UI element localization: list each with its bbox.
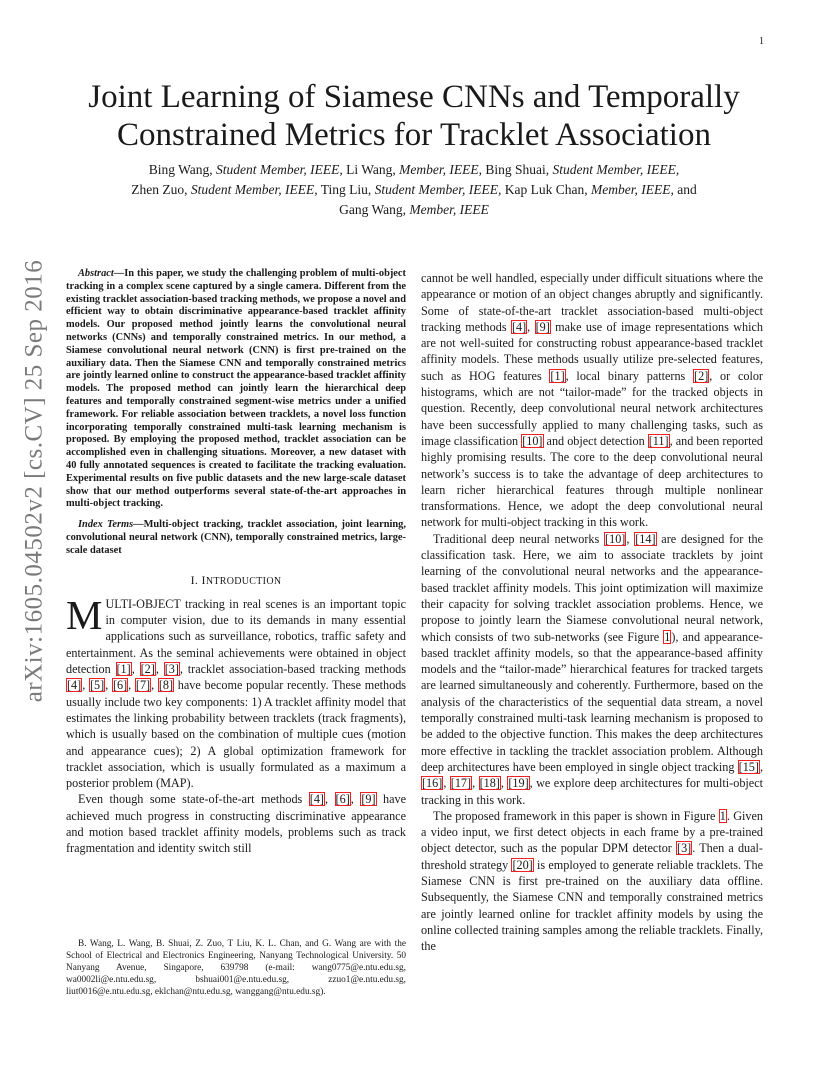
text-run: Even though some state-of-the-art methods [78, 792, 309, 807]
intro-paragraph-2 [66, 791, 406, 856]
text-run: ULTI-OBJECT tracking in real scenes is an important topic in computer vision, due to its demands in many essential applications such as surveillance, robotics, traffic safety and entertainment. As the seminal achievements were obtained in object detection [66, 596, 406, 677]
arxiv-stamp [20, 259, 48, 703]
text-run: have achieved much progress in constructing discriminative appearance and motion based tracklet affinity models, problems such as track fragmentation and identity switch still [66, 792, 407, 856]
author-name: Gang Wang, [339, 202, 407, 217]
right-column [421, 270, 763, 954]
author-list [60, 160, 768, 220]
citation-link[interactable]: [9] [361, 792, 376, 807]
author-role: Member, IEEE [409, 202, 489, 217]
figure-link[interactable]: 1 [719, 808, 726, 823]
section-title-rest: NTRODUCTION [205, 575, 282, 587]
section-numeral: I. [190, 572, 199, 587]
index-terms-dash: — [133, 519, 144, 531]
page-number: 1 [759, 36, 764, 47]
text-run: is employed to generate reliable tracklets. The Siamese CNN is first pre-trained on the auxiliary data offline. Subsequently, the Siamese CNN and temporally constrained metrics are jointly learned online for tracklet affinity models by using the online collected training samples among the reliable tracklets. Finally, the [421, 857, 763, 954]
citation-link[interactable]: [7] [135, 678, 151, 693]
text-run: are designed for the classification task. Here, we aim to associate tracklets by joint learning of the convolutional neural networks and the appearance-based tracklet affinity models. This joint optimization will maximize their capacity for solving tracklet association problems. Hence, we propose to jointly learn the Siamese convolutional neural network, which consists of two sub-networks (see Figure [421, 531, 763, 644]
citation-link[interactable]: [15] [738, 759, 759, 774]
citation-link[interactable]: [6] [112, 678, 128, 693]
text-run: , tracklet association-based tracking methods [179, 662, 406, 677]
citation-link[interactable]: [10] [605, 531, 626, 546]
author-name: Bing Shuai, [485, 162, 550, 177]
text-run: , [759, 759, 763, 774]
abstract-text: In this paper, we study the challenging problem of multi-object tracking in a complex scene captured by a single camera. Different from the existing tracklet association-based tracking methods, we propose a novel and efficient way to obtain discriminative appearance-based tracklet affinity models. Our proposed method jointly learns the convolutional neural networks (CNNs) and temporally constrained metrics. In our method, a Siamese convolutional neural network (CNN) is first pre-trained on the auxiliary data. Then the Siamese CNN and temporally constrained metrics are jointly learned online to construct the appearance-based tracklet affinity models. The proposed method can jointly learn the hierarchical deep features and temporally constrained segment-wise metrics under a unified framework. For reliable association between tracklets, a novel loss function incorporating temporally constrained multi-task learning mechanism is proposed. By employing the proposed method, tracklet association can be accomplished even in challenging situations. Moreover, a new dataset with 40 fully annotated sequences is created to facilitate the tracking evaluation. Experimental results on five public datasets and the new large-scale dataset show that our method outperforms several state-of-the-art approaches in multi-object tracking. [66, 268, 406, 510]
citation-link[interactable]: [17] [450, 776, 472, 791]
right-paragraph-1 [421, 270, 763, 531]
citation-link[interactable]: [19] [508, 776, 529, 791]
citation-link[interactable]: [14] [635, 531, 656, 546]
left-column [66, 268, 406, 857]
index-terms [66, 519, 406, 557]
author-name: Li Wang, [346, 162, 396, 177]
citation-link[interactable]: [4] [67, 678, 82, 693]
author-role: Student Member, IEEE, [216, 162, 343, 177]
index-terms-text: Multi-object tracking, tracklet association, joint learning, convolutional neural network (CNN), temporally constrained metrics, large-scale dataset [66, 519, 406, 556]
author-role: Student Member, IEEE, [190, 182, 318, 197]
text-run: cannot be well handled, especially under difficult situations where the appearance or motion of an object changes abruptly and significantly. Some of state-of-the-art tracklet association-based multi-object tracking methods [421, 271, 763, 334]
text-run: , [500, 776, 508, 791]
drop-cap: M [66, 591, 103, 638]
text-run: , [350, 792, 361, 807]
author-role: Student Member, IEEE, [374, 182, 502, 197]
abstract-label: Abstract [78, 268, 114, 279]
author-role: Student Member, IEEE, [552, 162, 680, 177]
right-paragraph-2 [421, 531, 763, 808]
text-run: Traditional deep neural networks [433, 531, 605, 546]
index-terms-label: Index Terms [78, 519, 134, 531]
figure-link[interactable]: 1 [664, 629, 671, 644]
text-run: , [155, 662, 164, 677]
author-name: Zhen Zuo, [131, 182, 188, 197]
citation-link[interactable]: [16] [422, 776, 443, 791]
text-run: , [472, 776, 479, 791]
intro-paragraph-1 [66, 591, 407, 792]
text-run: . Given a video input, we first detect objects in each frame by a pre-trained object detector, such as the popular DPM detector [421, 808, 763, 856]
text-run: , [626, 531, 635, 546]
title-line-1: Joint Learning of Siamese CNNs and Temporally [88, 79, 740, 115]
citation-link[interactable]: [2] [140, 662, 155, 677]
title-line-2: Constrained Metrics for Tracklet Association [117, 117, 711, 153]
text-run: , we explore deep architectures for multi-object tracking in this work. [421, 776, 764, 807]
text-run: , [151, 678, 158, 693]
text-run: , [82, 678, 89, 693]
citation-link[interactable]: [11] [648, 433, 669, 448]
section-title-initial: I [201, 572, 206, 587]
text-run: , and been reported highly promising results. The core to the deep convolutional neural network’s success is to take the advantage of deep architectures to learn richer hierarchical features through multiple nonlinear transformations. Hence, we adopt the deep convolutional neural network for multi-object tracking in this work. [421, 433, 763, 530]
citation-link[interactable]: [4] [309, 792, 324, 807]
text-run: , [128, 678, 135, 693]
text-run: ), and appearance-based tracklet affinity models, so that the appearance-based affinity models and the “tailor-made” hierarchical features for tracked targets are learned simultaneously and coherently. Furthermore, based on the analysis of the characteristics of the sequential data stream, a novel temporally constrained multi-task learning mechanism is proposed to be added to the objective function. This makes the deep architectures more effective in tackling the tracklet association problem. Although deep architectures have been employed in single object tracking [421, 629, 763, 774]
arxiv-identifier: arXiv:1605.04502v2 [cs.CV] 25 Sep 2016 [20, 259, 48, 703]
citation-link[interactable]: [2] [694, 368, 709, 383]
text-run: , [443, 776, 450, 791]
text-run: , [325, 792, 335, 807]
right-paragraph-3 [421, 808, 763, 955]
author-affiliation-footnote: B. Wang, L. Wang, B. Shuai, Z. Zuo, T Liu, K. L. Chan, and G. Wang are with the School of Electrical and Electronics Engineering, Nanyang Technological University. 50 Nanyang Avenue, Singapore, 639798 (e-mail: wang0775@e.ntu.edu.sg, wa0002li@e.ntu.edu.sg, bshuai001@e.ntu.edu.sg, zzuo1@e.ntu.edu.sg, liut0016@e.ntu.edu.sg, eklchan@ntu.edu.sg, wanggang@ntu.edu.sg). [66, 939, 406, 997]
section-heading-introduction [66, 572, 406, 590]
text-run: and object detection [543, 433, 648, 448]
author-name: Bing Wang, [148, 162, 213, 177]
citation-link[interactable]: [18] [479, 776, 500, 791]
citation-link[interactable]: [8] [158, 678, 174, 693]
citation-link[interactable]: [3] [164, 662, 179, 677]
author-conjunction: and [677, 182, 697, 197]
text-run: , [105, 678, 112, 693]
text-run: , [131, 662, 140, 677]
citation-link[interactable]: [3] [677, 841, 692, 856]
text-run: . Then a dual-threshold strategy [421, 841, 763, 872]
citation-link[interactable]: [5] [89, 678, 105, 693]
author-name: Ting Liu, [320, 182, 372, 197]
text-run: , local binary patterns [565, 368, 694, 383]
citation-link[interactable]: [1] [550, 368, 565, 383]
citation-link[interactable]: [1] [116, 662, 131, 677]
text-run: , [527, 319, 535, 334]
text-run: The proposed framework in this paper is shown in Figure [433, 808, 719, 823]
text-run: have become popular recently. These methods usually include two key components: 1) A tracklet affinity model that estimates the linking probability between tracklets (track fragments), which is usually based on the combination of multiple cues (motion and appearance cues); 2) A global optimization framework for tracklet association, which is usually formulated as a maximum a posterior problem (MAP). [66, 678, 407, 791]
citation-link[interactable]: [10] [522, 433, 543, 448]
citation-link[interactable]: [20] [512, 857, 533, 872]
abstract-dash: — [113, 268, 125, 279]
author-name: Kap Luk Chan, [504, 182, 588, 197]
text-run: make use of image representations which are not well-suited for constructing robust appearance-based tracklet affinity models. These methods usually utilize pre-selected features, such as HOG features [421, 319, 764, 383]
paper-title [60, 78, 768, 154]
author-role: Member, IEEE, [590, 182, 674, 197]
author-role: Member, IEEE, [399, 162, 483, 177]
citation-link[interactable]: [9] [535, 319, 550, 334]
citation-link[interactable]: [4] [511, 319, 527, 334]
citation-link[interactable]: [6] [335, 792, 350, 807]
text-run: , or color histograms, which are not “tailor-made” for the tracked objects in question. Recently, deep convolutional neural network architectures have been successfully applied to many challenging tasks, such as image classification [421, 368, 763, 448]
abstract [66, 268, 406, 511]
